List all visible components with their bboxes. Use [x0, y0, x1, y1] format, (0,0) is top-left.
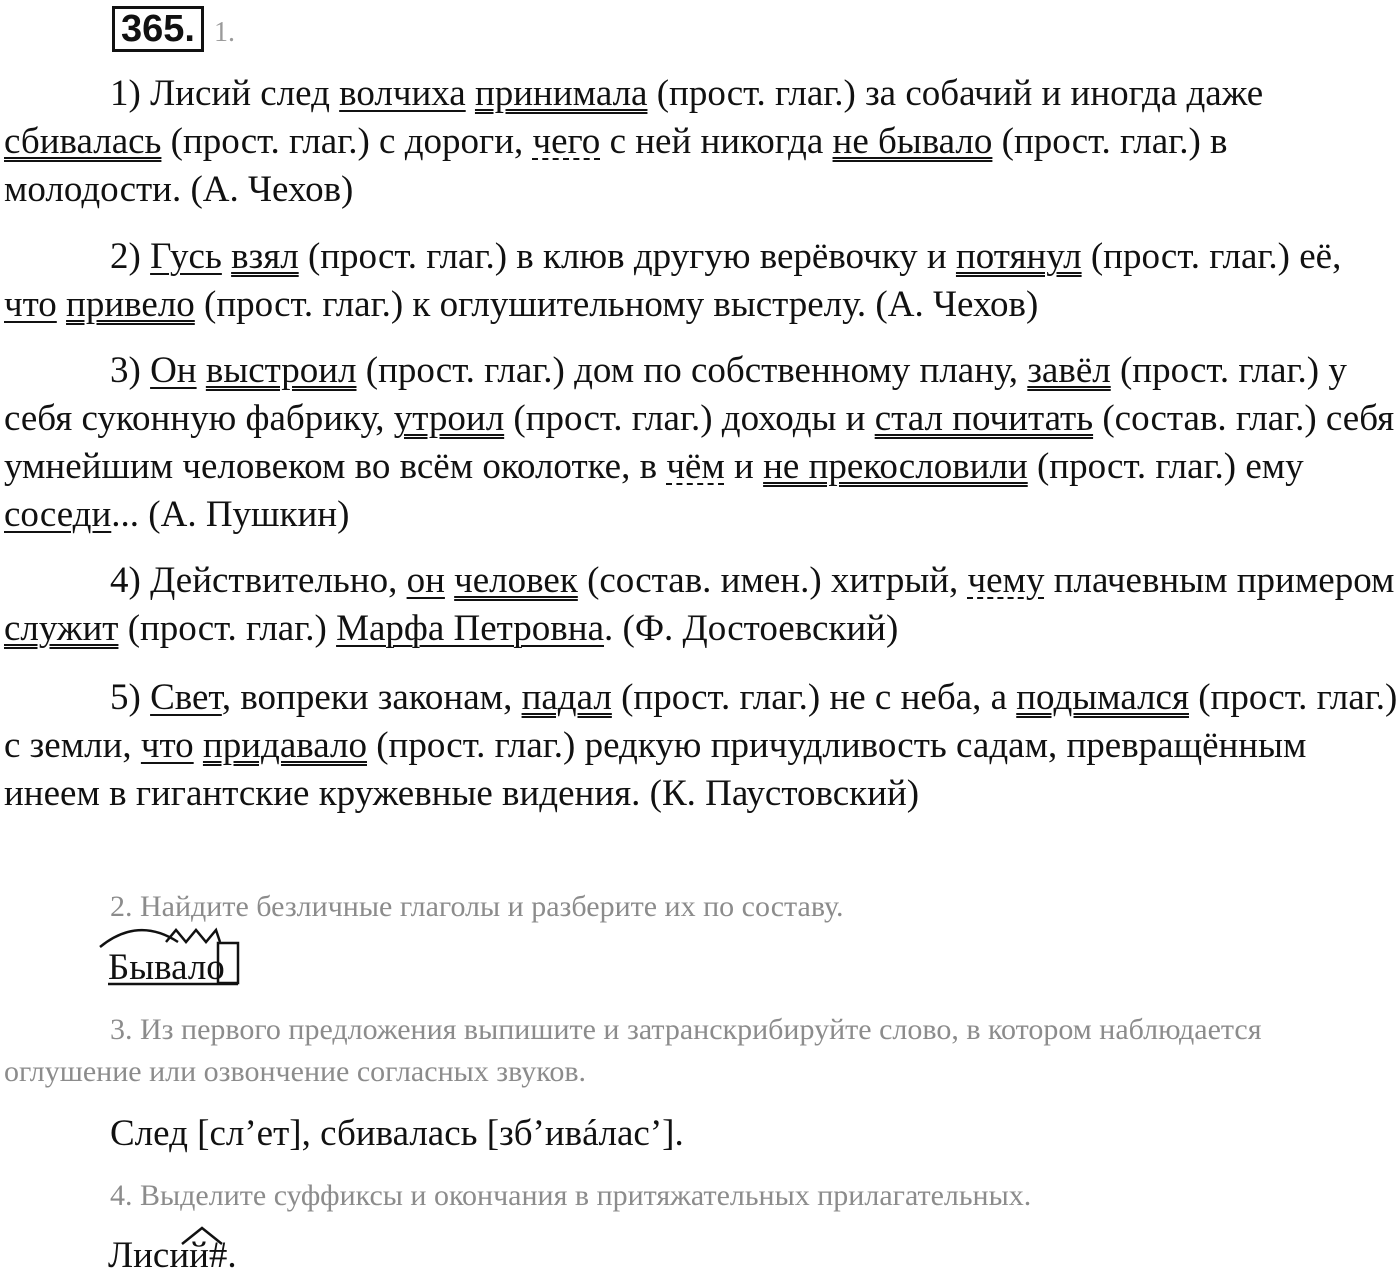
predicate-word: сбивалась — [4, 121, 162, 162]
sentence-text: (прост. глаг.) ему — [1027, 446, 1304, 487]
sentence-text: и — [724, 446, 764, 487]
task-4-answer — [108, 1232, 237, 1280]
sentence-1 — [4, 70, 1398, 214]
sentence-text: (прост. глаг.) за собачий и иногда даже — [647, 73, 1264, 114]
sentence-text: Лисий след — [150, 73, 340, 114]
predicate-word: выстроил — [205, 350, 357, 391]
sentence-text: (прост. глаг.) с дороги, — [161, 121, 533, 162]
subject-word: Свет — [150, 677, 222, 718]
predicate-word: завёл — [1027, 350, 1111, 391]
object-word: чём — [666, 446, 725, 487]
morpheme-marks — [108, 944, 248, 1004]
sentence-number: 4) — [110, 560, 151, 601]
subject-word: соседи — [4, 494, 112, 535]
task-3-prompt: 3. Из первого предложения выпишите и затранскрибируйте слово, в котором наблюдается оглушение или озвончение согласных звуков. — [4, 1013, 1262, 1088]
sentence-text: ... (А. Пушкин) — [111, 494, 350, 535]
predicate-word: придавало — [202, 725, 367, 766]
predicate-word: падал — [521, 677, 612, 718]
sentence-text: с ней никогда — [600, 121, 833, 162]
sentence-text: (прост. глаг.) доходы и — [504, 398, 875, 439]
word-lisiy: Лисий#. — [108, 1235, 237, 1276]
sentence-text: . (Ф. Достоевский) — [604, 608, 899, 649]
word-bivalo: Бывало — [108, 947, 225, 988]
predicate-word: привело — [66, 284, 195, 325]
predicate-word: не прекословили — [763, 446, 1028, 487]
predicate-word: подымался — [1016, 677, 1189, 718]
root-arc — [100, 930, 178, 947]
task-3-answer: След [сл’ет], сбивалась [зб’ивáлас’]. — [110, 1113, 684, 1154]
sentence-text: (прост. глаг.) — [118, 608, 337, 649]
sentence-text — [445, 560, 454, 601]
sentence-text: , вопреки законам, — [221, 677, 522, 718]
sentence-number: 2) — [110, 236, 151, 277]
object-word: чего — [532, 121, 601, 162]
sentence-text: плачевным примером — [1044, 560, 1395, 601]
predicate-word: человек — [454, 560, 578, 601]
sentence-text: (прост. глаг.) её, — [1081, 236, 1342, 277]
sentence-4 — [4, 557, 1398, 653]
subject-word: он — [406, 560, 445, 601]
sentence-number: 1) — [110, 73, 151, 114]
sentence-number: 3) — [110, 350, 151, 391]
sentence-3 — [4, 347, 1398, 539]
suffix-caret — [182, 1228, 222, 1244]
sentence-text — [466, 73, 475, 114]
sentence-text — [57, 284, 66, 325]
predicate-word: утроил — [393, 398, 505, 439]
sentence-5 — [4, 674, 1398, 818]
sentence-text — [222, 236, 231, 277]
exercise-number: 365. — [112, 6, 204, 52]
sentence-text: Действительно, — [150, 560, 407, 601]
predicate-word: взял — [231, 236, 299, 277]
sentence-text: (прост. глаг.) в клюв другую верёвочку и — [298, 236, 956, 277]
predicate-word: служит — [4, 608, 119, 649]
object-word: чему — [967, 560, 1045, 601]
task-4-prompt: 4. Выделите суффиксы и окончания в притяжательных прилагательных. — [110, 1179, 1032, 1212]
predicate-word: стал почитать — [874, 398, 1094, 439]
subject-word: что — [140, 725, 194, 766]
predicate-word: потянул — [955, 236, 1082, 277]
task-2-prompt: 2. Найдите безличные глаголы и разберите их по составу. — [110, 890, 844, 923]
sentence-2 — [4, 233, 1398, 329]
subject-word: что — [4, 284, 57, 325]
predicate-word: принимала — [474, 73, 648, 114]
sentence-text: (прост. глаг.) в молодости. (А. Чехов) — [4, 121, 1228, 210]
sentence-number: 5) — [110, 677, 151, 718]
sentence-text: (состав. имен.) хитрый, — [577, 560, 968, 601]
sentence-text: (прост. глаг.) не с неба, а — [611, 677, 1017, 718]
sentence-text: (прост. глаг.) редкую причудливость садам, превращённым инеем в гигантские кружевные видения. (К. Паустовский) — [4, 725, 1307, 814]
sentence-text: (прост. глаг.) у себя суконную фабрику, — [4, 350, 1347, 439]
sentence-text — [194, 725, 203, 766]
sentence-text: (состав. глаг.) себя умнейшим человеком во всём околотке, в — [4, 398, 1395, 487]
sentence-text — [197, 350, 206, 391]
task-2-answer — [108, 944, 225, 992]
sentence-text: (прост. глаг.) с земли, — [4, 677, 1398, 766]
subject-word: волчиха — [339, 73, 466, 114]
sentence-text: (прост. глаг.) дом по собственному плану, — [356, 350, 1028, 391]
suffix-marks — [108, 1232, 248, 1272]
exercise-header — [112, 6, 235, 52]
ending-box — [218, 943, 238, 983]
subject-word: Он — [150, 350, 197, 391]
subject-word: Гусь — [150, 236, 222, 277]
subject-word: Марфа Петровна — [336, 608, 604, 649]
predicate-word: не бывало — [832, 121, 993, 162]
sentence-text: (прост. глаг.) к оглушительному выстрелу. (А. Чехов) — [194, 284, 1039, 325]
task-mark: 1. — [213, 17, 235, 48]
